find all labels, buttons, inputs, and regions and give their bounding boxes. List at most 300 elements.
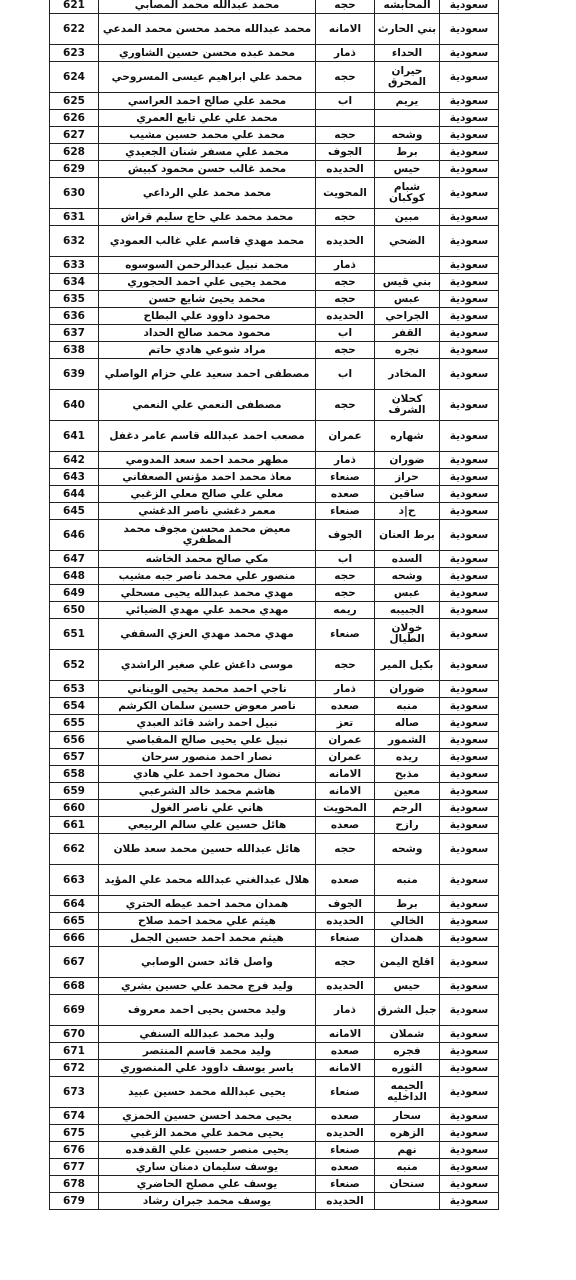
governorate-cell: حجه [316, 127, 375, 144]
governorate-cell: الجوف [316, 896, 375, 913]
table-row [50, 602, 499, 619]
nationality-cell: سعودية [440, 325, 499, 342]
governorate-cell: حجه [316, 0, 375, 14]
governorate-cell: ذمار [316, 452, 375, 469]
full-name-cell: ناصر معوض حسين سلمان الكرشم [99, 698, 316, 715]
full-name-cell: محمد عبدالله محمد المصابي [99, 0, 316, 14]
full-name-cell: نضال محمود احمد علي هادي [99, 766, 316, 783]
full-name-cell: محمد علي علي تابع العمري [99, 110, 316, 127]
governorate-cell: صنعاء [316, 503, 375, 520]
governorate-cell: حجه [316, 209, 375, 226]
full-name-cell: واصل قائد حسن الوصابي [99, 947, 316, 978]
full-name-cell: مراد شوعي هادي حاتم [99, 342, 316, 359]
full-name-cell: هلال عبدالغني عبدالله محمد علي المؤيد [99, 865, 316, 896]
full-name-cell: محمود محمد صالح الحداد [99, 325, 316, 342]
row-number-cell: 643 [50, 469, 99, 486]
table-row [50, 161, 499, 178]
district-cell: فجره [375, 1043, 440, 1060]
district-cell: شبام كوكبان [375, 178, 440, 209]
full-name-cell: محمد عبدالله محمد محسن محمد المدعي [99, 14, 316, 45]
row-number-cell: 634 [50, 274, 99, 291]
governorate-cell: حجه [316, 291, 375, 308]
nationality-cell: سعودية [440, 486, 499, 503]
district-cell: وشحه [375, 834, 440, 865]
nationality-cell: سعودية [440, 585, 499, 602]
governorate-cell: حجه [316, 62, 375, 93]
governorate-cell: الامانه [316, 766, 375, 783]
row-number-cell: 647 [50, 551, 99, 568]
full-name-cell: محمد يحيى علي احمد الحجوري [99, 274, 316, 291]
table-row [50, 452, 499, 469]
table-row [50, 1060, 499, 1077]
nationality-cell: سعودية [440, 421, 499, 452]
district-cell: رازح [375, 817, 440, 834]
row-number-cell: 652 [50, 650, 99, 681]
row-number-cell: 654 [50, 698, 99, 715]
district-cell: برط العنان [375, 520, 440, 551]
nationality-cell: سعودية [440, 209, 499, 226]
district-cell: يريم [375, 93, 440, 110]
nationality-cell: سعودية [440, 452, 499, 469]
row-number-cell: 623 [50, 45, 99, 62]
row-number-cell: 677 [50, 1159, 99, 1176]
nationality-cell: سعودية [440, 274, 499, 291]
row-number-cell: 630 [50, 178, 99, 209]
governorate-cell: عمران [316, 749, 375, 766]
governorate-cell: ريمه [316, 602, 375, 619]
governorate-cell: الامانه [316, 14, 375, 45]
table-row [50, 1077, 499, 1108]
row-number-cell: 648 [50, 568, 99, 585]
full-name-cell: هائل عبدالله حسين محمد سعد طلان [99, 834, 316, 865]
district-cell: مذبح [375, 766, 440, 783]
district-cell: معين [375, 783, 440, 800]
governorate-cell: حجه [316, 274, 375, 291]
table-row [50, 342, 499, 359]
full-name-cell: محمد محمد علي حاج سليم قراش [99, 209, 316, 226]
row-number-cell: 645 [50, 503, 99, 520]
governorate-cell: اب [316, 93, 375, 110]
row-number-cell: 626 [50, 110, 99, 127]
row-number-cell: 655 [50, 715, 99, 732]
district-cell: حيس [375, 161, 440, 178]
nationality-cell: سعودية [440, 947, 499, 978]
table-row [50, 978, 499, 995]
roster-body [50, 0, 499, 1210]
nationality-cell: سعودية [440, 650, 499, 681]
row-number-cell: 679 [50, 1193, 99, 1210]
table-row [50, 421, 499, 452]
district-cell: منبه [375, 1159, 440, 1176]
nationality-cell: سعودية [440, 1026, 499, 1043]
row-number-cell: 669 [50, 995, 99, 1026]
nationality-cell: سعودية [440, 732, 499, 749]
district-cell: الحيمه الداخليه [375, 1077, 440, 1108]
district-cell: منبه [375, 865, 440, 896]
full-name-cell: مصطفى النعمي علي النعمي [99, 390, 316, 421]
district-cell: ريده [375, 749, 440, 766]
table-row [50, 865, 499, 896]
full-name-cell: وليد محمد قاسم المنتصر [99, 1043, 316, 1060]
full-name-cell: مطهر محمد احمد سعد المدومي [99, 452, 316, 469]
table-row [50, 127, 499, 144]
full-name-cell: نبيل احمد راشد قائد العبدي [99, 715, 316, 732]
row-number-cell: 667 [50, 947, 99, 978]
table-row [50, 209, 499, 226]
row-number-cell: 658 [50, 766, 99, 783]
row-number-cell: 642 [50, 452, 99, 469]
district-cell: المخادر [375, 359, 440, 390]
district-cell: حيران المحرق [375, 62, 440, 93]
nationality-cell: سعودية [440, 1108, 499, 1125]
row-number-cell: 627 [50, 127, 99, 144]
full-name-cell: محمد يحيئ شايع حسن [99, 291, 316, 308]
nationality-cell: سعودية [440, 930, 499, 947]
district-cell: حيس [375, 978, 440, 995]
table-row [50, 503, 499, 520]
full-name-cell: يوسف علي مصلح الحاضري [99, 1176, 316, 1193]
district-cell: نجره [375, 342, 440, 359]
nationality-cell: سعودية [440, 1176, 499, 1193]
full-name-cell: ياسر يوسف داوود علي المنصوري [99, 1060, 316, 1077]
full-name-cell: محمد علي ابراهيم عيسى المسروحي [99, 62, 316, 93]
row-number-cell: 672 [50, 1060, 99, 1077]
row-number-cell: 624 [50, 62, 99, 93]
full-name-cell: يحيى عبدالله محمد حسين عبيد [99, 1077, 316, 1108]
district-cell: حراز [375, 469, 440, 486]
row-number-cell: 666 [50, 930, 99, 947]
row-number-cell: 661 [50, 817, 99, 834]
governorate-cell [316, 110, 375, 127]
nationality-cell: سعودية [440, 1159, 499, 1176]
full-name-cell: هائل حسين علي سالم الربيعي [99, 817, 316, 834]
table-row [50, 698, 499, 715]
district-cell: جبل الشرق [375, 995, 440, 1026]
table-row [50, 896, 499, 913]
table-row [50, 486, 499, 503]
nationality-cell: سعودية [440, 257, 499, 274]
nationality-cell: سعودية [440, 896, 499, 913]
district-cell: همدان [375, 930, 440, 947]
full-name-cell: موسى داغش علي صغير الراشدي [99, 650, 316, 681]
full-name-cell: هيثم محمد احمد حسين الجمل [99, 930, 316, 947]
governorate-cell: الامانه [316, 1060, 375, 1077]
row-number-cell: 629 [50, 161, 99, 178]
full-name-cell: محمد نبيل عبدالرحمن السوسوه [99, 257, 316, 274]
nationality-cell: سعودية [440, 178, 499, 209]
district-cell: الشمور [375, 732, 440, 749]
district-cell: شهاره [375, 421, 440, 452]
nationality-cell: سعودية [440, 520, 499, 551]
nationality-cell: سعودية [440, 995, 499, 1026]
table-row [50, 650, 499, 681]
governorate-cell: صعده [316, 817, 375, 834]
nationality-cell: سعودية [440, 161, 499, 178]
district-cell: برط [375, 896, 440, 913]
governorate-cell: صعده [316, 1108, 375, 1125]
table-row [50, 1193, 499, 1210]
table-row [50, 144, 499, 161]
district-cell: سحار [375, 1108, 440, 1125]
row-number-cell: 635 [50, 291, 99, 308]
table-row [50, 1108, 499, 1125]
nationality-cell: سعودية [440, 127, 499, 144]
district-cell: الحداء [375, 45, 440, 62]
table-row [50, 749, 499, 766]
table-row [50, 291, 499, 308]
nationality-cell: سعودية [440, 865, 499, 896]
nationality-cell: سعودية [440, 342, 499, 359]
nationality-cell: سعودية [440, 1077, 499, 1108]
district-cell: وشحه [375, 568, 440, 585]
full-name-cell: هاشم محمد خالد الشرعبي [99, 783, 316, 800]
row-number-cell: 651 [50, 619, 99, 650]
row-number-cell: 660 [50, 800, 99, 817]
governorate-cell: الحديده [316, 226, 375, 257]
governorate-cell: الجوف [316, 144, 375, 161]
nationality-cell: سعودية [440, 359, 499, 390]
district-cell: ساقين [375, 486, 440, 503]
district-cell: الجبيبه [375, 602, 440, 619]
full-name-cell: معمر دغشي ناصر الدغشي [99, 503, 316, 520]
nationality-cell: سعودية [440, 698, 499, 715]
governorate-cell: الجوف [316, 520, 375, 551]
district-cell: كحلان الشرف [375, 390, 440, 421]
governorate-cell: الحديده [316, 161, 375, 178]
row-number-cell: 631 [50, 209, 99, 226]
district-cell: مبين [375, 209, 440, 226]
table-row [50, 45, 499, 62]
district-cell: القفر [375, 325, 440, 342]
nationality-cell: سعودية [440, 0, 499, 14]
row-number-cell: 656 [50, 732, 99, 749]
table-row [50, 766, 499, 783]
table-row [50, 359, 499, 390]
nationality-cell: سعودية [440, 749, 499, 766]
governorate-cell: حجه [316, 585, 375, 602]
full-name-cell: منصور علي محمد ناصر جبه مشيب [99, 568, 316, 585]
full-name-cell: وليد فرج محمد علي حسين بشري [99, 978, 316, 995]
table-row [50, 913, 499, 930]
table-row [50, 800, 499, 817]
roster-table [49, 0, 499, 1210]
row-number-cell: 628 [50, 144, 99, 161]
nationality-cell: سعودية [440, 619, 499, 650]
governorate-cell: الحديده [316, 308, 375, 325]
row-number-cell: 665 [50, 913, 99, 930]
district-cell [375, 257, 440, 274]
nationality-cell: سعودية [440, 913, 499, 930]
row-number-cell: 637 [50, 325, 99, 342]
district-cell: بني قيس [375, 274, 440, 291]
governorate-cell: حجه [316, 947, 375, 978]
district-cell: ح|د [375, 503, 440, 520]
full-name-cell: مكي صالح محمد الخاشه [99, 551, 316, 568]
full-name-cell: همدان محمد احمد عيطه الحتري [99, 896, 316, 913]
district-cell: الضحي [375, 226, 440, 257]
full-name-cell: مصعب احمد عبدالله قاسم عامر دغفل [99, 421, 316, 452]
row-number-cell: 636 [50, 308, 99, 325]
row-number-cell: 633 [50, 257, 99, 274]
district-cell: ضوران [375, 452, 440, 469]
full-name-cell: يوسف سليمان دمنان ساري [99, 1159, 316, 1176]
full-name-cell: محمد علي مسفر شنان الجعيدي [99, 144, 316, 161]
governorate-cell: الحديده [316, 1193, 375, 1210]
full-name-cell: معاذ محمد احمد مؤنس الصعفاني [99, 469, 316, 486]
governorate-cell: صعده [316, 1043, 375, 1060]
row-number-cell: 673 [50, 1077, 99, 1108]
row-number-cell: 638 [50, 342, 99, 359]
full-name-cell: هيثم علي محمد احمد صلاح [99, 913, 316, 930]
district-cell: برط [375, 144, 440, 161]
district-cell: الزهره [375, 1125, 440, 1142]
table-row [50, 274, 499, 291]
table-row [50, 732, 499, 749]
governorate-cell: صنعاء [316, 1176, 375, 1193]
nationality-cell: سعودية [440, 800, 499, 817]
row-number-cell: 675 [50, 1125, 99, 1142]
table-row [50, 178, 499, 209]
row-number-cell: 664 [50, 896, 99, 913]
nationality-cell: سعودية [440, 1193, 499, 1210]
row-number-cell: 650 [50, 602, 99, 619]
district-cell: وشحه [375, 127, 440, 144]
table-row [50, 995, 499, 1026]
district-cell: نهم [375, 1142, 440, 1159]
governorate-cell: صنعاء [316, 1077, 375, 1108]
governorate-cell: اب [316, 551, 375, 568]
table-row [50, 1159, 499, 1176]
district-cell: خولان الطيال [375, 619, 440, 650]
governorate-cell: الامانه [316, 783, 375, 800]
nationality-cell: سعودية [440, 45, 499, 62]
full-name-cell: نصار احمد منصور سرحان [99, 749, 316, 766]
nationality-cell: سعودية [440, 568, 499, 585]
table-row [50, 568, 499, 585]
nationality-cell: سعودية [440, 551, 499, 568]
full-name-cell: نبيل علي يحيى صالح المقباصي [99, 732, 316, 749]
governorate-cell: صنعاء [316, 1142, 375, 1159]
district-cell: الجراحي [375, 308, 440, 325]
full-name-cell: يوسف محمد جبران رشاد [99, 1193, 316, 1210]
governorate-cell: صعده [316, 865, 375, 896]
district-cell: الثوره [375, 1060, 440, 1077]
table-row [50, 0, 499, 14]
nationality-cell: سعودية [440, 469, 499, 486]
full-name-cell: ناجي احمد محمد يحيى الويناني [99, 681, 316, 698]
full-name-cell: يحيى منصر حسين علي القدفده [99, 1142, 316, 1159]
row-number-cell: 653 [50, 681, 99, 698]
district-cell: عبس [375, 585, 440, 602]
governorate-cell: الحديده [316, 978, 375, 995]
table-row [50, 817, 499, 834]
district-cell: صاله [375, 715, 440, 732]
governorate-cell: ذمار [316, 681, 375, 698]
governorate-cell: حجه [316, 568, 375, 585]
table-row [50, 1043, 499, 1060]
district-cell: اقلح اليمن [375, 947, 440, 978]
nationality-cell: سعودية [440, 834, 499, 865]
table-row [50, 62, 499, 93]
nationality-cell: سعودية [440, 62, 499, 93]
governorate-cell: حجه [316, 390, 375, 421]
table-row [50, 1142, 499, 1159]
table-row [50, 715, 499, 732]
full-name-cell: محمد محمد علي الرداعي [99, 178, 316, 209]
nationality-cell: سعودية [440, 602, 499, 619]
table-row [50, 681, 499, 698]
district-cell: المحابشه [375, 0, 440, 14]
table-row [50, 619, 499, 650]
table-row [50, 834, 499, 865]
nationality-cell: سعودية [440, 308, 499, 325]
table-row [50, 783, 499, 800]
table-row [50, 93, 499, 110]
district-cell: منبه [375, 698, 440, 715]
nationality-cell: سعودية [440, 715, 499, 732]
governorate-cell: ذمار [316, 995, 375, 1026]
full-name-cell: وليد محمد عبدالله السنفي [99, 1026, 316, 1043]
full-name-cell: مهدي محمد مهدي العزي السقفي [99, 619, 316, 650]
governorate-cell: المحويت [316, 178, 375, 209]
nationality-cell: سعودية [440, 766, 499, 783]
district-cell: السده [375, 551, 440, 568]
nationality-cell: سعودية [440, 226, 499, 257]
full-name-cell: مهدي محمد عبدالله يحيى مسحلي [99, 585, 316, 602]
table-row [50, 325, 499, 342]
governorate-cell: صعده [316, 698, 375, 715]
row-number-cell: 640 [50, 390, 99, 421]
nationality-cell: سعودية [440, 144, 499, 161]
district-cell: عبس [375, 291, 440, 308]
nationality-cell: سعودية [440, 14, 499, 45]
row-number-cell: 663 [50, 865, 99, 896]
full-name-cell: محمد مهدي قاسم علي غالب العمودي [99, 226, 316, 257]
governorate-cell: الحديده [316, 1125, 375, 1142]
full-name-cell: محمد علي محمد حسين مشيب [99, 127, 316, 144]
nationality-cell: سعودية [440, 817, 499, 834]
district-cell: شملان [375, 1026, 440, 1043]
full-name-cell: محمد علي صالح احمد العراسي [99, 93, 316, 110]
governorate-cell: الامانه [316, 1026, 375, 1043]
table-row [50, 1125, 499, 1142]
governorate-cell: عمران [316, 421, 375, 452]
nationality-cell: سعودية [440, 978, 499, 995]
table-row [50, 520, 499, 551]
table-row [50, 469, 499, 486]
row-number-cell: 674 [50, 1108, 99, 1125]
table-row [50, 110, 499, 127]
row-number-cell: 621 [50, 0, 99, 14]
nationality-cell: سعودية [440, 110, 499, 127]
nationality-cell: سعودية [440, 93, 499, 110]
nationality-cell: سعودية [440, 1043, 499, 1060]
full-name-cell: محمود داوود علي البطاح [99, 308, 316, 325]
full-name-cell: معيض محمد محسن مجوف محمد المطفري [99, 520, 316, 551]
full-name-cell: هاني علي ناصر الغول [99, 800, 316, 817]
row-number-cell: 670 [50, 1026, 99, 1043]
governorate-cell: اب [316, 325, 375, 342]
governorate-cell: صعده [316, 1159, 375, 1176]
district-cell [375, 1193, 440, 1210]
nationality-cell: سعودية [440, 503, 499, 520]
district-cell: سنحان [375, 1176, 440, 1193]
nationality-cell: سعودية [440, 1125, 499, 1142]
district-cell: ضوران [375, 681, 440, 698]
row-number-cell: 678 [50, 1176, 99, 1193]
governorate-cell: صعده [316, 486, 375, 503]
district-cell [375, 110, 440, 127]
